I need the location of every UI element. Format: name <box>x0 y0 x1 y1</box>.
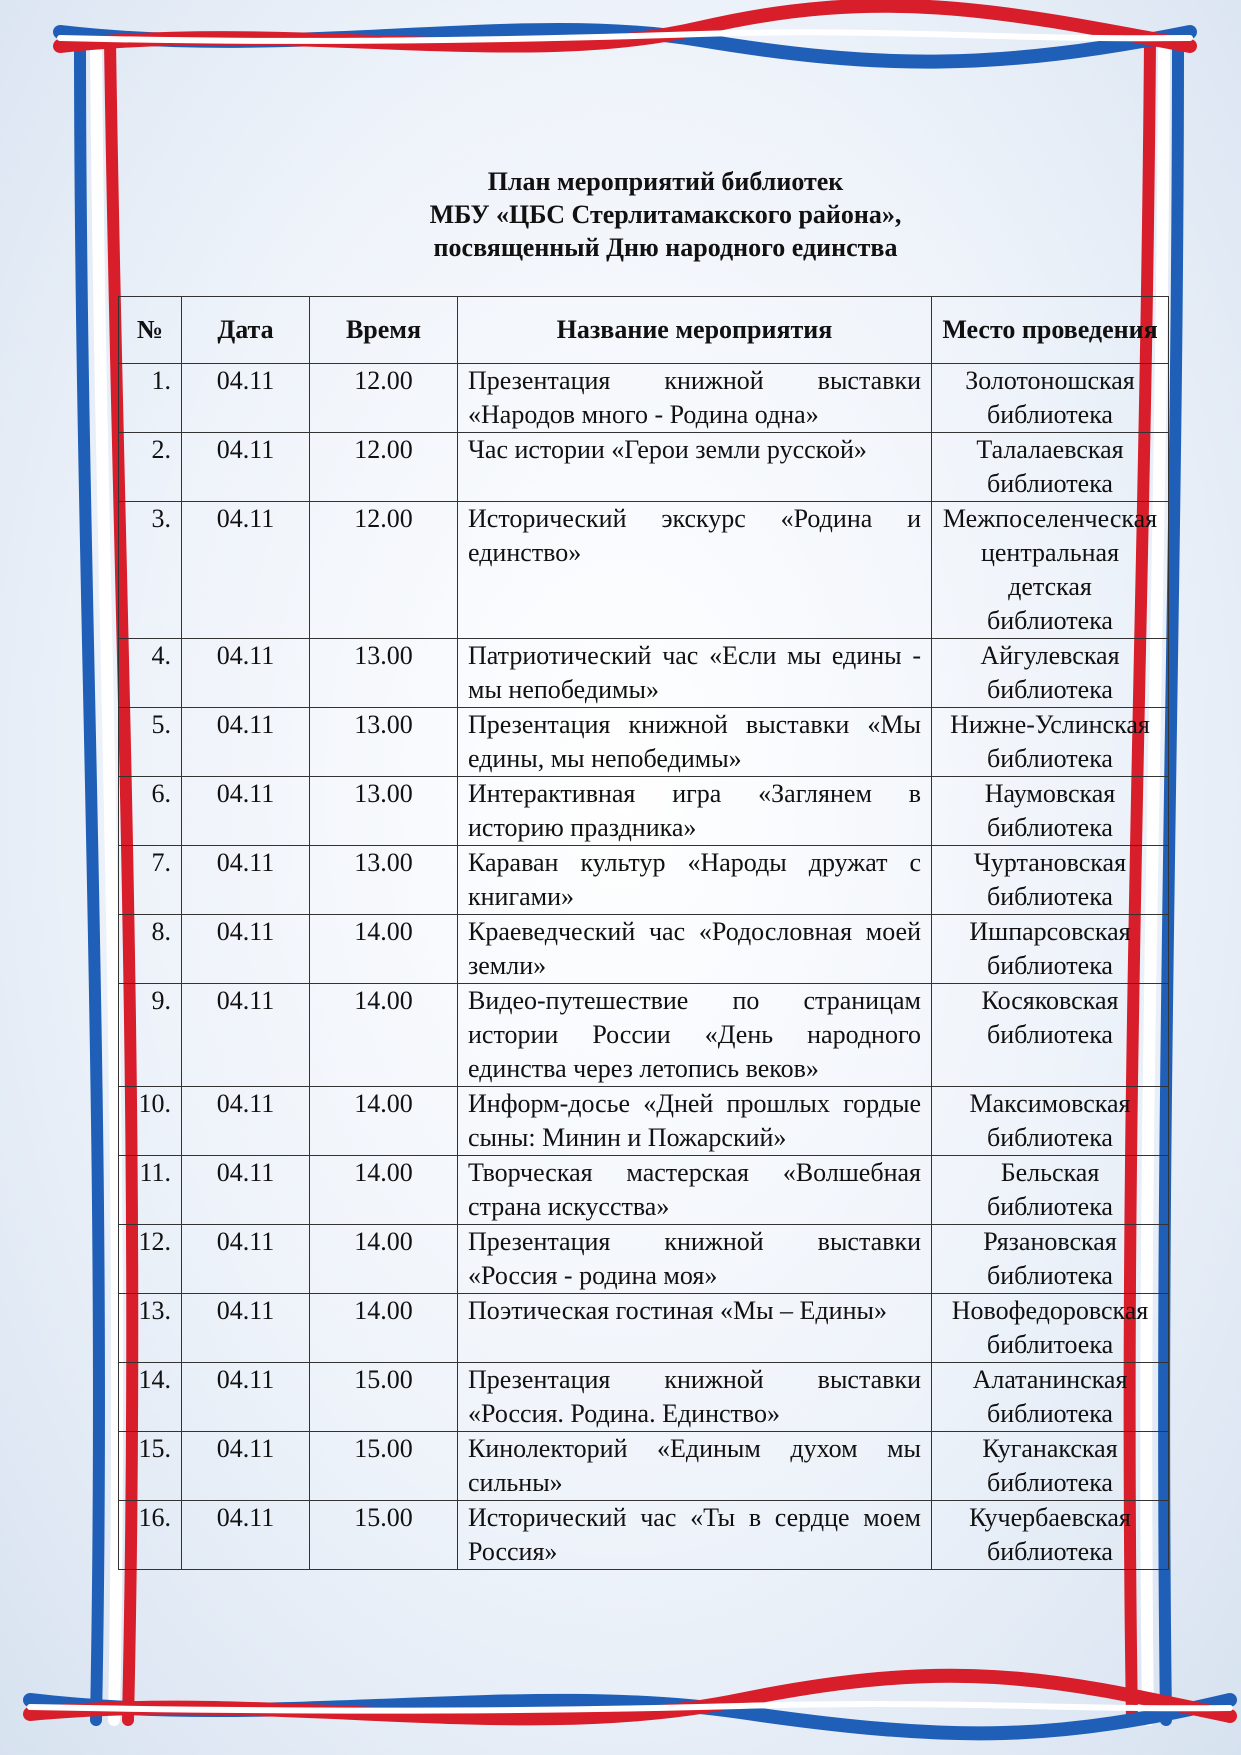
row-time: 13.00 <box>310 708 458 777</box>
row-date: 04.11 <box>182 1501 310 1570</box>
row-time: 14.00 <box>310 1225 458 1294</box>
row-venue: Кучербаевская библиотека <box>932 1501 1169 1570</box>
row-date: 04.11 <box>182 1363 310 1432</box>
row-venue: Алатанинская библиотека <box>932 1363 1169 1432</box>
row-date: 04.11 <box>182 433 310 502</box>
row-event-name: Презентация книжной выставки «Россия. Родина. Единство» <box>458 1363 932 1432</box>
row-number: 10. <box>119 1087 182 1156</box>
row-event-name: Презентация книжной выставки «Россия - родина моя» <box>458 1225 932 1294</box>
header-date: Дата <box>182 297 310 364</box>
document-title <box>0 165 1241 264</box>
row-date: 04.11 <box>182 502 310 639</box>
table-row <box>119 1363 1169 1432</box>
table-row <box>119 777 1169 846</box>
row-time: 15.00 <box>310 1432 458 1501</box>
row-date: 04.11 <box>182 1087 310 1156</box>
row-number: 15. <box>119 1432 182 1501</box>
row-time: 15.00 <box>310 1363 458 1432</box>
title-line-3: посвященный Дню народного единства <box>433 233 898 262</box>
row-number: 9. <box>119 984 182 1087</box>
row-number: 1. <box>119 364 182 433</box>
title-line-2: МБУ «ЦБС Стерлитамакского района», <box>429 200 902 229</box>
row-date: 04.11 <box>182 984 310 1087</box>
table-row <box>119 1501 1169 1570</box>
row-date: 04.11 <box>182 364 310 433</box>
row-event-name: Творческая мастерская «Волшебная страна искусства» <box>458 1156 932 1225</box>
row-venue: Куганакская библиотека <box>932 1432 1169 1501</box>
row-event-name: Презентация книжной выставки «Мы едины, мы непобедимы» <box>458 708 932 777</box>
row-date: 04.11 <box>182 708 310 777</box>
row-event-name: Презентация книжной выставки «Народов много - Родина одна» <box>458 364 932 433</box>
row-number: 7. <box>119 846 182 915</box>
header-event-name: Название мероприятия <box>458 297 932 364</box>
row-time: 14.00 <box>310 915 458 984</box>
row-time: 12.00 <box>310 433 458 502</box>
table-row <box>119 639 1169 708</box>
row-number: 14. <box>119 1363 182 1432</box>
table-body <box>119 364 1169 1570</box>
table-row <box>119 1225 1169 1294</box>
row-event-name: Патриотический час «Если мы едины - мы непобедимы» <box>458 639 932 708</box>
row-time: 12.00 <box>310 502 458 639</box>
row-date: 04.11 <box>182 1432 310 1501</box>
row-event-name: Кинолекторий «Единым духом мы сильны» <box>458 1432 932 1501</box>
row-venue: Талалаевская библиотека <box>932 433 1169 502</box>
header-venue: Место проведения <box>932 297 1169 364</box>
table-row <box>119 1156 1169 1225</box>
header-time: Время <box>310 297 458 364</box>
row-number: 4. <box>119 639 182 708</box>
row-date: 04.11 <box>182 1294 310 1363</box>
row-venue: Рязановская библиотека <box>932 1225 1169 1294</box>
title-line-1: План мероприятий библиотек <box>487 167 844 196</box>
row-event-name: Интерактивная игра «Заглянем в историю праздника» <box>458 777 932 846</box>
row-date: 04.11 <box>182 915 310 984</box>
row-time: 14.00 <box>310 1294 458 1363</box>
row-venue: Бельская библиотека <box>932 1156 1169 1225</box>
row-venue: Золотоношская библиотека <box>932 364 1169 433</box>
row-time: 15.00 <box>310 1501 458 1570</box>
row-venue: Наумовская библиотека <box>932 777 1169 846</box>
row-venue: Чуртановская библиотека <box>932 846 1169 915</box>
row-time: 14.00 <box>310 984 458 1087</box>
row-event-name: Поэтическая гостиная «Мы – Едины» <box>458 1294 932 1363</box>
row-number: 16. <box>119 1501 182 1570</box>
row-event-name: Видео-путешествие по страницам истории России «День народного единства через летопись веков» <box>458 984 932 1087</box>
table-row <box>119 433 1169 502</box>
table-row <box>119 1432 1169 1501</box>
row-time: 12.00 <box>310 364 458 433</box>
row-number: 11. <box>119 1156 182 1225</box>
row-number: 2. <box>119 433 182 502</box>
table-row <box>119 846 1169 915</box>
row-venue: Максимовская библиотека <box>932 1087 1169 1156</box>
table-row <box>119 708 1169 777</box>
row-date: 04.11 <box>182 1156 310 1225</box>
row-date: 04.11 <box>182 846 310 915</box>
row-venue: Межпоселенческая центральная детская библиотека <box>932 502 1169 639</box>
row-number: 3. <box>119 502 182 639</box>
row-time: 13.00 <box>310 777 458 846</box>
row-number: 13. <box>119 1294 182 1363</box>
row-venue: Новофедоровская библитоека <box>932 1294 1169 1363</box>
row-time: 14.00 <box>310 1087 458 1156</box>
events-table <box>118 296 1169 1570</box>
row-event-name: Информ-досье «Дней прошлых гордые сыны: Минин и Пожарский» <box>458 1087 932 1156</box>
row-number: 5. <box>119 708 182 777</box>
table-row <box>119 502 1169 639</box>
table-row <box>119 1087 1169 1156</box>
row-date: 04.11 <box>182 639 310 708</box>
row-number: 6. <box>119 777 182 846</box>
table-row <box>119 1294 1169 1363</box>
row-venue: Ишпарсовская библиотека <box>932 915 1169 984</box>
table-row <box>119 984 1169 1087</box>
row-event-name: Час истории «Герои земли русской» <box>458 433 932 502</box>
table-header-row <box>119 297 1169 364</box>
row-event-name: Исторический час «Ты в сердце моем Россия» <box>458 1501 932 1570</box>
row-venue: Нижне-Услинская библиотека <box>932 708 1169 777</box>
row-date: 04.11 <box>182 777 310 846</box>
header-number: № <box>119 297 182 364</box>
row-time: 13.00 <box>310 639 458 708</box>
row-venue: Косяковская библиотека <box>932 984 1169 1087</box>
row-event-name: Караван культур «Народы дружат с книгами» <box>458 846 932 915</box>
table-row <box>119 915 1169 984</box>
row-number: 8. <box>119 915 182 984</box>
row-date: 04.11 <box>182 1225 310 1294</box>
row-time: 14.00 <box>310 1156 458 1225</box>
row-time: 13.00 <box>310 846 458 915</box>
row-event-name: Исторический экскурс «Родина и единство» <box>458 502 932 639</box>
row-event-name: Краеведческий час «Родословная моей земли» <box>458 915 932 984</box>
table-row <box>119 364 1169 433</box>
row-venue: Айгулевская библиотека <box>932 639 1169 708</box>
row-number: 12. <box>119 1225 182 1294</box>
